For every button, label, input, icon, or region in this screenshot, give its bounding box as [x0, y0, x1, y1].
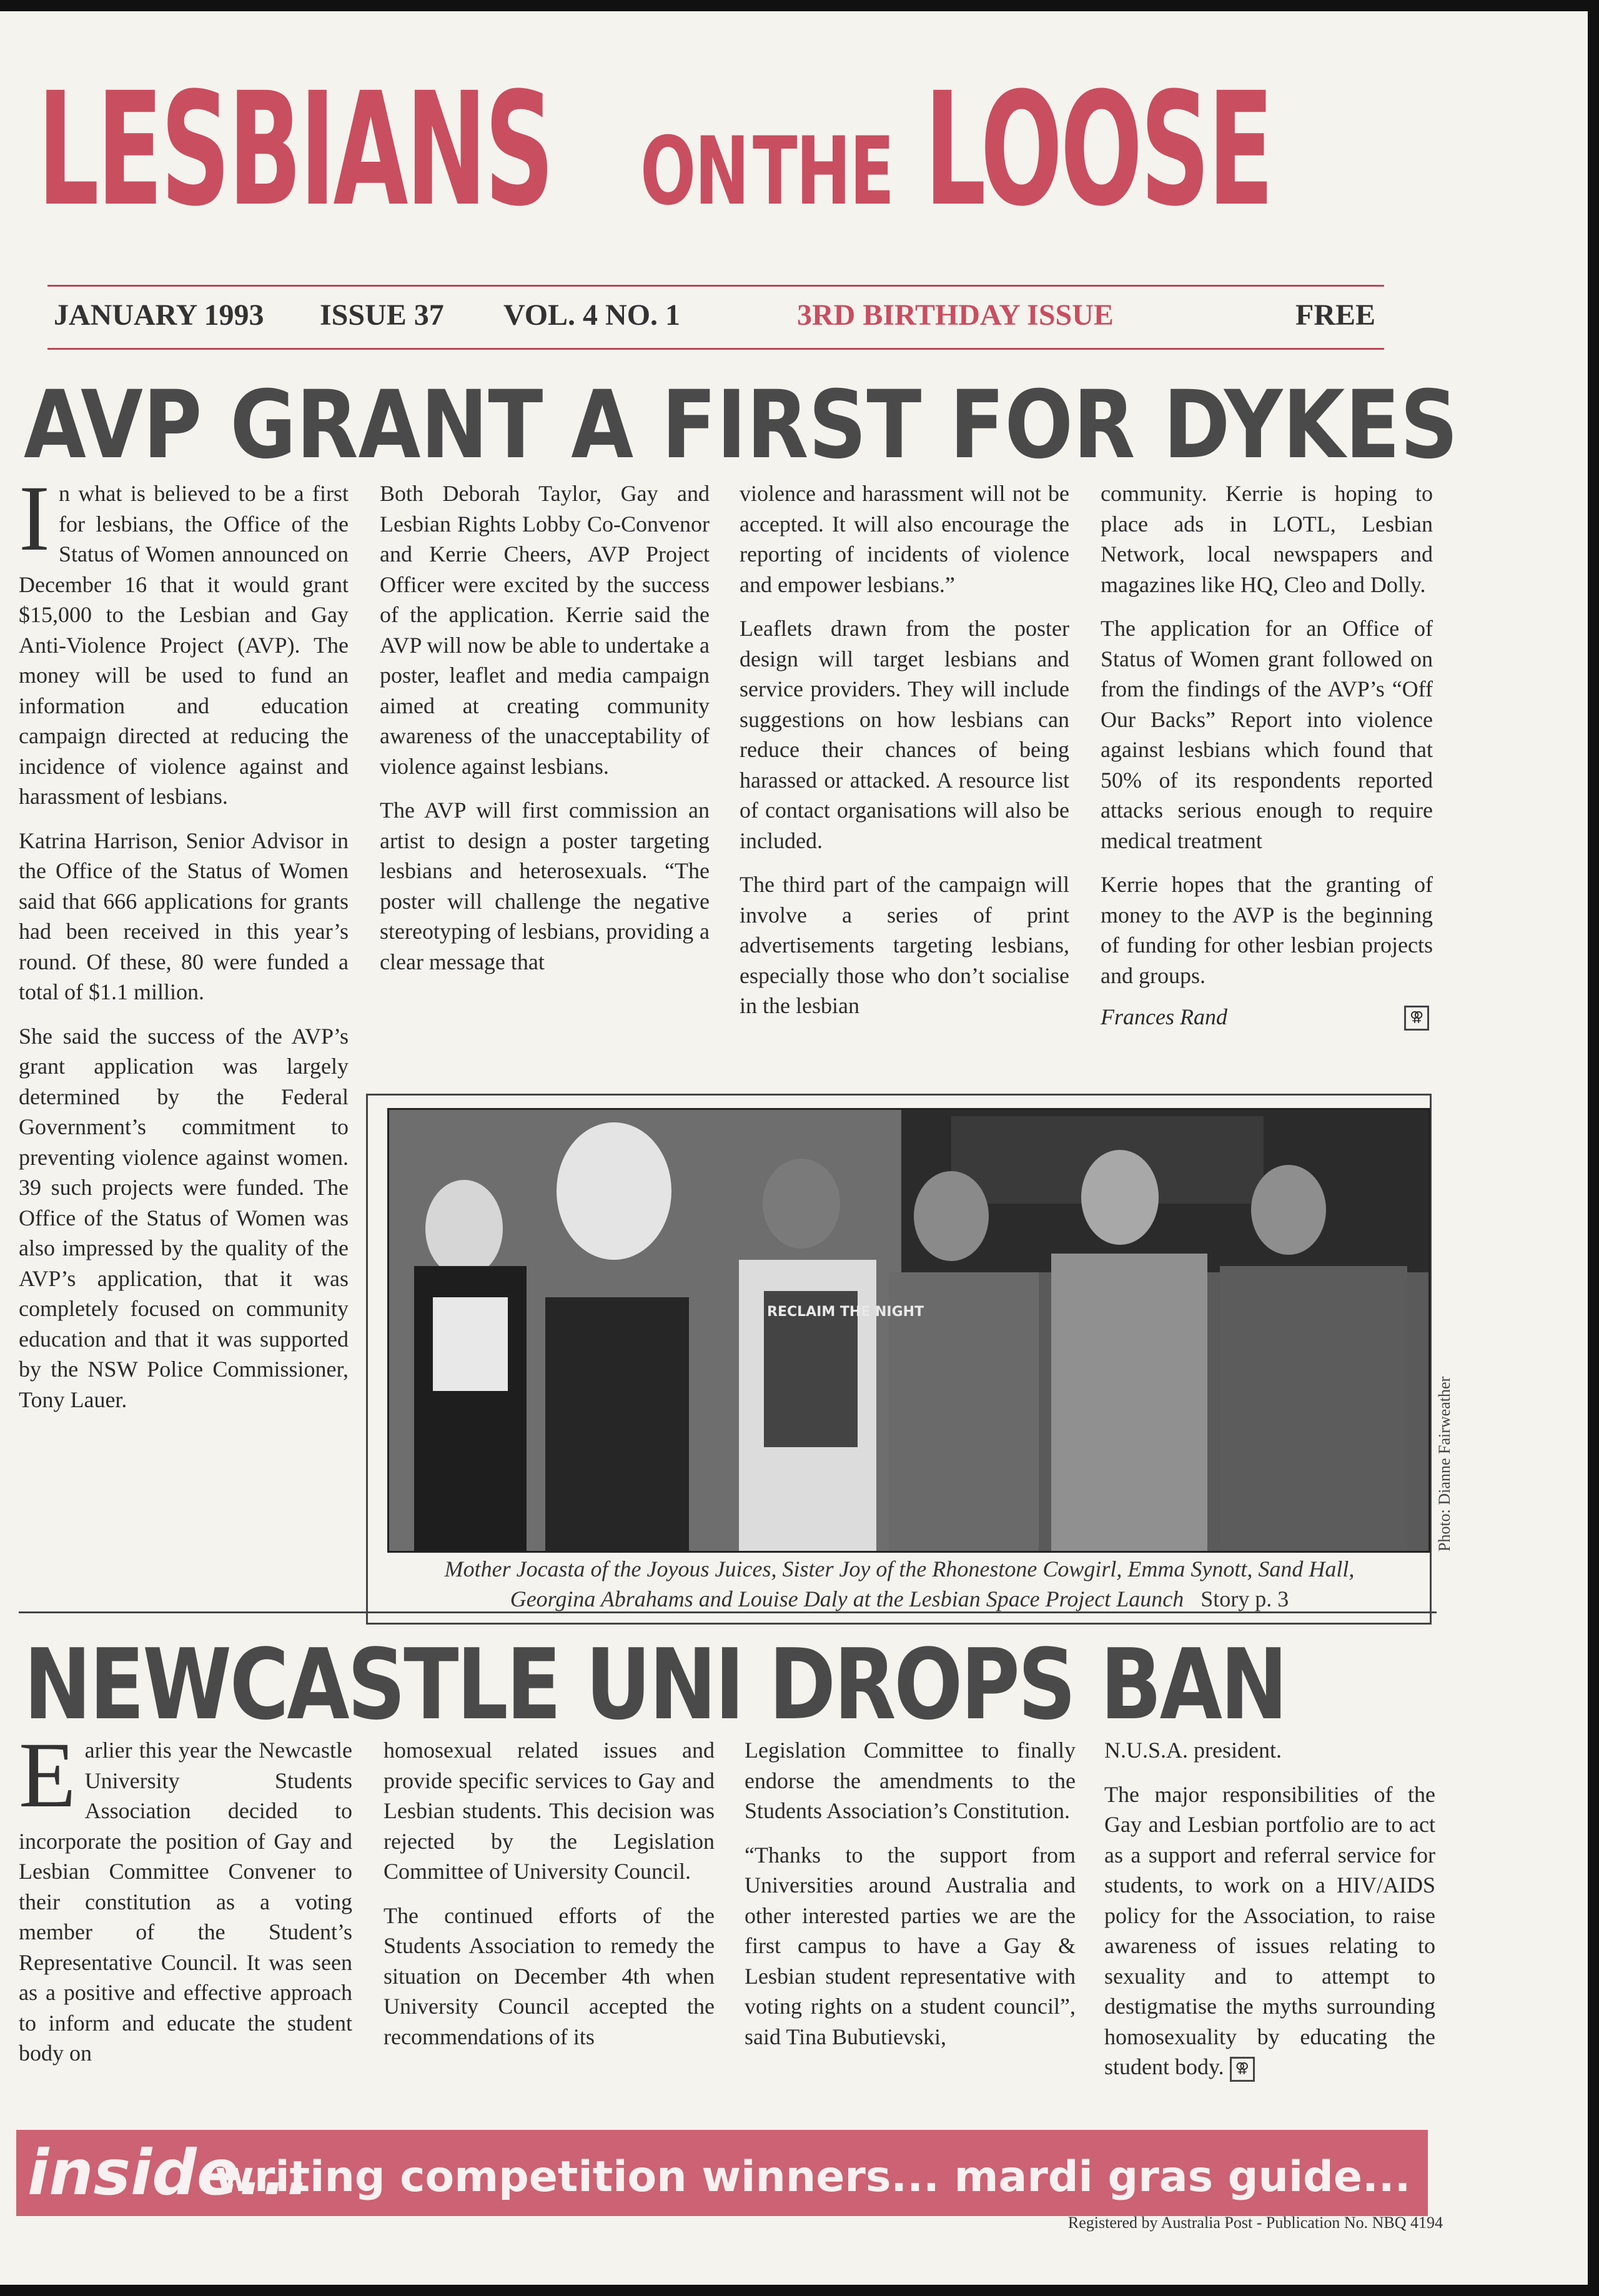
paragraph: The third part of the campaign will involve a series of print advertisements targeting lesbians, especially those who don’t socialise in the lesbian — [740, 872, 1069, 1018]
paragraph: arlier this year the Newcastle University Students Association decided to incorporate the position of Gay and Lesbian Committee Convener to their constitution as a voting member of the Student’s Representative Council. It was seen as a positive and effective approach to inform and educate the student body on — [19, 1738, 352, 2066]
banner-inside: inside... — [27, 2136, 310, 2209]
story1-column-3 — [740, 478, 1069, 1035]
section-divider — [19, 1611, 1437, 1613]
paragraph: homosexual related issues and provide specific services to Gay and Lesbian students. This decision was rejected by the Legislation Committee of University Council. — [384, 1738, 715, 1884]
banner-teaser: writing competition winners... mardi gras guide... — [215, 2152, 1411, 2202]
story2-column-4 — [1104, 1735, 1435, 2096]
masthead-the: THE — [753, 117, 893, 226]
photo-caption — [375, 1554, 1424, 1614]
headline-newcastle-uni: NEWCASTLE UNI DROPS BAN — [24, 1628, 1286, 1741]
story2-column-2 — [384, 1735, 715, 2066]
story1-column-4 — [1101, 478, 1433, 1046]
paragraph: Both Deborah Taylor, Gay and Lesbian Rights Lobby Co-Convenor and Kerrie Cheers, AVP Project Officer were excited by the success of the application. Kerrie said the AVP will now be able to undertake a poster, leaflet and media campaign aimed at creating community awareness of the unacceptability of violence against lesbians. — [380, 481, 710, 779]
group-photo — [387, 1108, 1430, 1553]
story-reference: Story p. 3 — [1200, 1586, 1289, 1611]
paragraph: Katrina Harrison, Senior Advisor in the Office of the Status of Women said that 666 applications for grants had been received in this year’s round. Of these, 80 were funded a total of $1.1 million. — [19, 828, 349, 1004]
issue-date: JANUARY 1993 — [54, 299, 264, 332]
story1-column-2 — [380, 478, 710, 991]
byline: Frances Rand — [1101, 1004, 1227, 1029]
newspaper-page — [0, 11, 1588, 2285]
paragraph: Kerrie hopes that the granting of money to the AVP is the beginning of funding for other lesbian projects and groups. — [1101, 872, 1433, 988]
issue-volume: VOL. 4 NO. 1 — [503, 299, 681, 332]
paragraph: n what is believed to be a first for lesbians, the Office of the Status of Women announced on December 16 that it would grant $15,000 to the Lesbian and Gay Anti-Violence Project (AVP). The money will be used to fund an information and education campaign directed at reducing the incidence of violence against and harassment of lesbians. — [19, 481, 349, 809]
story2-column-3 — [745, 1735, 1076, 2066]
issue-info-bar — [47, 285, 1384, 350]
dropcap: I — [19, 467, 50, 570]
paragraph: community. Kerrie is hoping to place ads in LOTL, Lesbian Network, local newspapers and magazines like HQ, Cleo and Dolly. — [1101, 481, 1433, 597]
double-venus-icon: ⚢ — [1230, 2057, 1255, 2082]
headline-avp-grant: AVP GRANT A FIRST FOR DYKES — [24, 371, 1458, 480]
paragraph: violence and harassment will not be accepted. It will also encourage the reporting of incidents of violence and empower lesbians.” — [740, 481, 1069, 597]
paragraph: The application for an Office of Status of Women grant followed on from the findings of the AVP’s “Off Our Backs” Report into violence against lesbians which found that 50% of its respondents reported attacks serious enough to require medical treatment — [1101, 616, 1433, 853]
caption-line-2: Georgina Abrahams and Louise Daly at the Lesbian Space Project Launch — [510, 1586, 1184, 1611]
paragraph: The AVP will first commission an artist to design a poster targeting lesbians and heterosexuals. “The poster will challenge the negative stereotyping of lesbians, providing a clear message that — [380, 798, 710, 974]
inside-banner — [16, 2130, 1428, 2216]
paragraph: The continued efforts of the Students Association to remedy the situation on December 4th when University Council accepted the recommendations of its — [384, 1903, 715, 2049]
issue-price: FREE — [1295, 299, 1376, 332]
paragraph: “Thanks to the support from Universities around Australia and other interested parties we are the first campus to have a Gay & Lesbian student representative with voting rights on a student council”, said Tina Bubutievski, — [745, 1842, 1076, 2049]
story2-column-1 — [19, 1723, 352, 2082]
paragraph: The major responsibilities of the Gay and Lesbian portfolio are to act as a support and referral service for students, to work on a HIV/AIDS policy for the Association, to raise awareness of issues relating to sexuality and to attempt to destigmatise the myths surrounding homosexuality by educating the student body. — [1104, 1781, 1435, 2079]
dropcap: E — [19, 1723, 76, 1827]
photo-credit: Photo: Dianne Fairweather — [1435, 1376, 1453, 1551]
paragraph: Legislation Committee to finally endorse the amendments to the Students Association’s Constitution. — [745, 1738, 1076, 1823]
masthead-loose: LOOSE — [924, 59, 1272, 240]
issue-number: ISSUE 37 — [320, 299, 444, 332]
paragraph: She said the success of the AVP’s grant application was largely determined by the Federal Government’s commitment to preventing violence against women. 39 such projects were funded. The Office of the Status of Women was also impressed by the quality of the AVP’s application, that it was completely focused on community education and that it was supported by the NSW Police Commissioner, Tony Lauer. — [19, 1023, 349, 1412]
paragraph: N.U.S.A. president. — [1104, 1738, 1282, 1763]
postal-registration: Registered by Australia Post - Publication No. NBQ 4194 — [1067, 2214, 1443, 2232]
reclaim-the-night-shirt: RECLAIM THE NIGHT — [767, 1304, 924, 1320]
birthday-issue-label: 3RD BIRTHDAY ISSUE — [797, 299, 1114, 332]
masthead-on: ON — [640, 117, 748, 226]
masthead — [37, 56, 1393, 269]
photo-illustration — [389, 1110, 1428, 1551]
double-venus-icon: ⚢ — [1404, 1006, 1429, 1031]
paragraph: Leaflets drawn from the poster design will target lesbians and service providers. They will include suggestions on how lesbians can reduce their chances of being harassed or attacked. A resource list of contact organisations will also be included. — [740, 616, 1069, 853]
caption-line-1: Mother Jocasta of the Joyous Juices, Sister Joy of the Rhonestone Cowgirl, Emma Synott, Sand Hall, — [444, 1556, 1355, 1581]
masthead-lesbians: LESBIANS — [37, 59, 552, 240]
story1-column-1 — [19, 467, 349, 1428]
